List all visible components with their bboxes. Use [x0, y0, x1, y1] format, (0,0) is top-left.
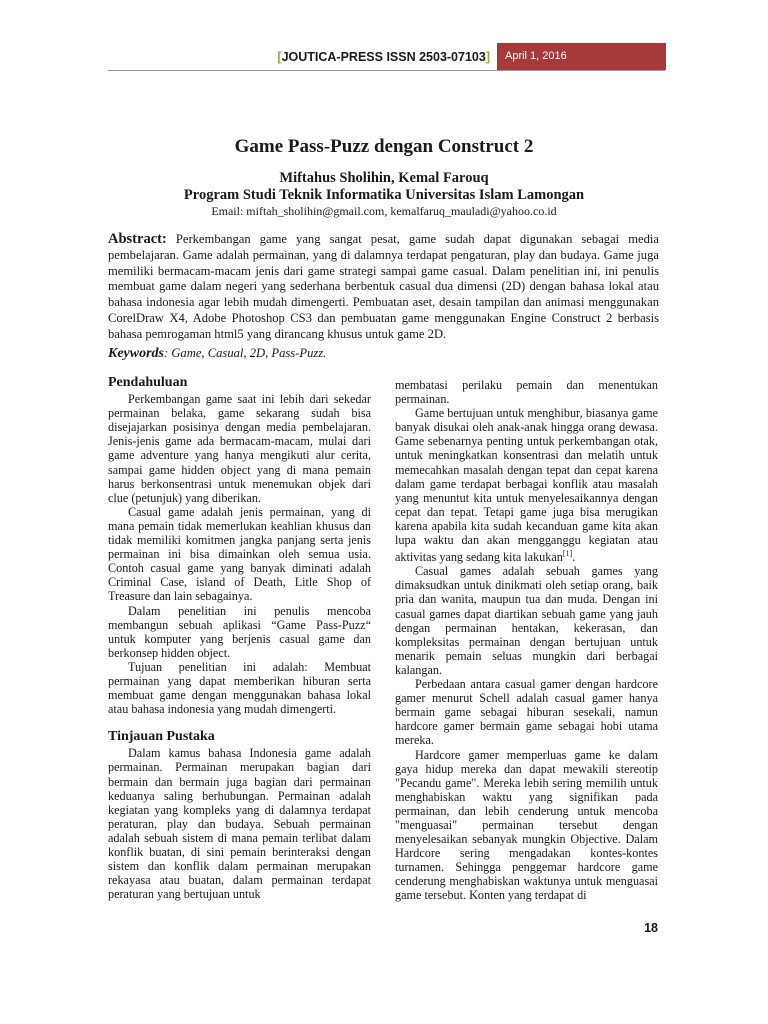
- paragraph: [395, 406, 658, 564]
- paragraph: membatasi perilaku pemain dan menentukan permainan.: [395, 378, 658, 407]
- bracket-close: ]: [485, 50, 490, 64]
- paragraph: Dalam penelitian ini penulis mencoba membangun sebuah aplikasi “Game Pass-Puzz“ untuk komputer yang berjenis casual game dan berkonsep hidden object.: [108, 603, 371, 660]
- paragraph: Perbedaan antara casual gamer dengan hardcore gamer menurut Schell adalah casual gamer hanya bermain game sebagai hiburan sesekali, namun hardcore gamer bermain game sebagai hobi utama mereka.: [395, 677, 658, 748]
- paper-title: Game Pass-Puzz dengan Construct 2: [234, 136, 534, 157]
- paragraph: Dalam kamus bahasa Indonesia game adalah permainan. Permainan merupakan bagian dari bermain dan bermain juga bagian dari permainan keduanya saling berhubungan. Permainan adalah kegiatan yang kompleks yang di dalamnya terdapat peraturan, play dan budaya. Sebuah permainan adalah sebuah sistem di mana pemain terlibat dalam konflik buatan, di sini pemain berinteraksi dengan sistem dan konflik dalam permainan merupakan rekayasa atau buatan, dalam permainan terdapat peraturan yang bertujuan untuk: [108, 746, 371, 902]
- paragraph: Casual games adalah sebuah games yang dimaksudkan untuk dinikmati oleh setiap orang, baik pria dan wanita, maupun tua dan muda. Dengan ini casual games dapat diartikan sebuah game yang jauh dengan permainan hentakan, kekerasan, dan kompleksitas permainan dengan bertujuan untuk menarik pemain seluas mungkin dari berbagai kalangan.: [395, 564, 658, 677]
- abstract-label: Abstract:: [108, 231, 167, 247]
- left-column: [108, 376, 371, 901]
- affiliation: Program Studi Teknik Informatika Universitas Islam Lamongan: [183, 187, 585, 203]
- paragraph: Perkembangan game saat ini lebih dari sekedar permainan belaka, game sekarang sudah bisa disejajarkan posisinya dengan media pembelajaran. Jenis-jenis game ada bermacam-macam, mulai dari game adventure yang hanya mengikuti alur cerita, sampai game hidden object yang di mana pemain harus berkonsentrasi untuk menemukan objek dari clue (petunjuk) yang diberikan.: [108, 392, 371, 505]
- section-title-pendahuluan: Pendahuluan: [108, 375, 188, 390]
- paragraph: Tujuan penelitian ini adalah: Membuat permainan yang dapat memberikan hiburan serta membuat game dengan menggunakan bahasa lokal atau bahasa indonesia yang mudah dimengerti.: [108, 659, 371, 717]
- right-column: [395, 378, 658, 903]
- paragraph-end: .: [572, 550, 576, 565]
- paragraph: Hardcore gamer memperluas game ke dalam gaya hidup mereka dan dapat mewakili stereotip "Pecandu game". Mereka lebih sering memilih untuk menghabiskan waktu yang signifikan pada permainan, dan lebih cenderung untuk mencoba "menguasai" permainan tersebut dengan menyelesaikan sebanyak mungkin Objective. Dalam Hardcore sering mengadakan kontes-kontes turnamen. Sehingga penggemar hardcore game cenderung menghabiskan waktunya untuk menguasai game tersebut. Konten yang terdapat di: [395, 747, 658, 903]
- email: Email: miftah_sholihin@gmail.com, kemalfaruq_mauladi@yahoo.co.id: [211, 204, 557, 218]
- section-title-tinjauan-pustaka: Tinjauan Pustaka: [108, 729, 215, 745]
- abstract: [108, 232, 659, 343]
- journal-name: [277, 50, 490, 64]
- abstract-text: Perkembangan game yang sangat pesat, game sudah dapat digunakan sebagai media pembelajaran. Game adalah permainan, yang di dalamnya terdapat pengaturan, play dan budaya. Game juga memiliki bermacam-macam jenis dari game strategi sampai game casual. Dalam penelitian ini, ini penulis membuat game dalam negeri yang sederhana berbentuk casual dua dimensi (2D) dengan bahasa lokal atau bahasa indonesia agar lebih mudah dimengerti. Pembuatan aset, desain tampilan dan animasi menggunakan CorelDraw X4, Adobe Photoshop CS3 dan pembuatan game menggunakan Engine Construct 2 berbasis bahasa pemrogaman html5 yang dirancang khusus untuk game 2D.: [108, 232, 659, 341]
- paragraph-text: Game bertujuan untuk menghibur, biasanya game banyak disukai oleh anak-anak hingga orang dewasa. Game sebenarnya penting untuk perkembangan otak, untuk meningkatkan konsentrasi dan melatih untuk memecahkan masalah dengan tepat dan cepat karena dalam game terdapat berbagai konflik atau masalah yang menuntut kita untuk menyelesaikannya dengan cepat dan tepat. Tetapi game juga bisa merugikan karena apabila kita sudah kecanduan game kita akan lupa waktu dan akan mengganggu kegiatan atau aktivitas yang sedang kita lakukan: [395, 406, 658, 565]
- paragraph: Casual game adalah jenis permainan, yang di mana pemain tidak memerlukan keahlian khusus dan tidak memiliki komitmen jangka panjang serta jenis permainan ini bisa dimainkan oleh semua usia. Contoh casual game yang banyak diminati adalah Criminal Case, island of Death, Litle Shop of Treasure dan lain sebagainya.: [108, 504, 371, 604]
- keywords-label: Keywords: [108, 346, 164, 361]
- keywords-text: : Game, Casual, 2D, Pass-Puzz.: [164, 346, 327, 360]
- keywords: [108, 346, 659, 362]
- journal-issn: JOUTICA-PRESS ISSN 2503-07103: [281, 50, 486, 64]
- bracket-open: [: [277, 50, 282, 64]
- page-number: 18: [644, 921, 658, 935]
- date-badge: April 1, 2016: [497, 43, 666, 70]
- reference-marker[interactable]: [1]: [562, 549, 573, 559]
- authors: Miftahus Sholihin, Kemal Farouq: [279, 170, 489, 186]
- header-rule: [108, 70, 665, 71]
